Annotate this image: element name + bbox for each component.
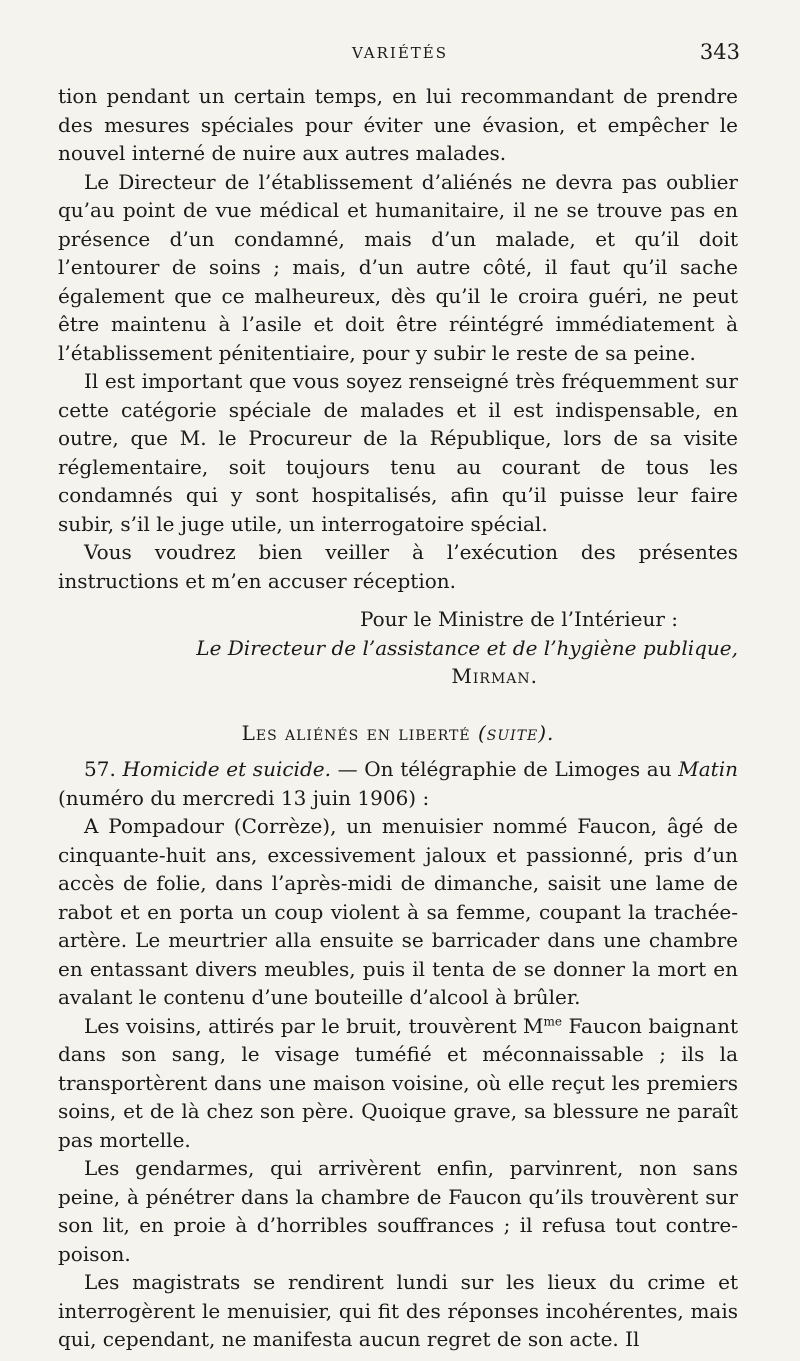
page-header <box>60 40 740 70</box>
signature-name: Mirman. <box>451 664 538 688</box>
article-heading: Homicide et suicide. <box>122 757 331 781</box>
journal-name: Matin <box>678 757 738 781</box>
article-p2-a: Les voisins, attirés par le bruit, trouvèrent M <box>84 1013 544 1038</box>
running-head: VARIÉTÉS <box>351 44 449 62</box>
article-p2-sup: me <box>543 1013 562 1028</box>
paragraph-directeur: Le Directeur de l’établissement d’aliénés ne devra pas oublier qu’au point de vue médical et humanitaire, il ne se trouve pas en présence d’un condamné, mais d’un malade, et qu’il doit l’entourer de soins ; mais, d’un autre côté, il faut qu’il sache également que ce malheureux, dès qu’il le croira guéri, ne peut être maintenu à l’asile et doit être réintégré immédiatement à l’établissement pénitentiaire, pour y subir le reste de sa peine. <box>58 169 738 365</box>
article-number: 57. <box>84 757 116 781</box>
section-title <box>58 719 738 748</box>
paragraph-instructions: Vous voudrez bien veiller à l’exécution des présentes instructions et m’en accuser réception. <box>58 540 738 593</box>
article-p2-b: Faucon baignant dans son sang, le visage tuméfié et méconnaissable ; ils la transportèrent dans une maison voisine, où elle reçut les premiers soins, et de là chez son père. Quoique grave, sa blessure ne paraît pas mortelle. <box>58 1013 739 1152</box>
signature-block <box>58 605 738 691</box>
article-intro-b: (numéro du mercredi 13 juin 1906) : <box>58 785 430 810</box>
article-paragraph-voisins <box>58 1012 738 1155</box>
paragraph-continuation: tion pendant un certain temps, en lui recommandant de prendre des mesures spéciales pour éviter une évasion, et empêcher le nouvel interné de nuire aux autres malades. <box>58 84 738 165</box>
signature-line-minister: Pour le Ministre de l’Intérieur : <box>359 607 678 631</box>
article-paragraph-gendarmes: Les gendarmes, qui arrivèrent enfin, parvinrent, non sans peine, à pénétrer dans la chambre de Faucon qu’ils trouvèrent sur son lit, en proie à d’horribles souffrances ; il refusa tout contre-poison. <box>58 1156 738 1266</box>
article-paragraph-magistrats: Les magistrats se rendirent lundi sur les lieux du crime et interrogèrent le menuisier, qui fit des réponses incohérentes, mais qui, cependant, ne manifesta aucun regret de son acte. Il <box>58 1270 738 1351</box>
paragraph-procureur: Il est important que vous soyez renseigné très fréquemment sur cette catégorie spéciale de malades et il est indispensable, en outre, que M. le Procureur de la République, lors de sa visite réglementaire, soit toujours tenu au courant de tous les condamnés qui y sont hospitalisés, afin qu’il puisse leur faire subir, s’il le juge utile, un interrogatoire spécial. <box>58 369 738 536</box>
article-intro <box>58 755 738 812</box>
article-paragraph-pompadour: A Pompadour (Corrèze), un menuisier nommé Faucon, âgé de cinquante-huit ans, excessivement jaloux et passionné, pris d’un accès de folie, dans l’après-midi de dimanche, saisit une lame de rabot et en porta un coup violent à sa femme, coupant la trachée-artère. Le meurtrier alla ensuite se barricader dans une chambre en entassant divers meubles, puis il tenta de se donner la mort en avalant le contenu d’une bouteille d’alcool à brûler. <box>58 814 738 1009</box>
signature-line-director: Le Directeur de l’assistance et de l’hygiène publique, <box>196 635 738 660</box>
page-body <box>58 82 738 1354</box>
page-number: 343 <box>699 40 740 64</box>
section-title-suffix: (suite). <box>477 720 555 745</box>
article-intro-a: — On télégraphie de Limoges au <box>330 757 679 781</box>
section-title-text: Les aliénés en liberté <box>241 720 471 745</box>
